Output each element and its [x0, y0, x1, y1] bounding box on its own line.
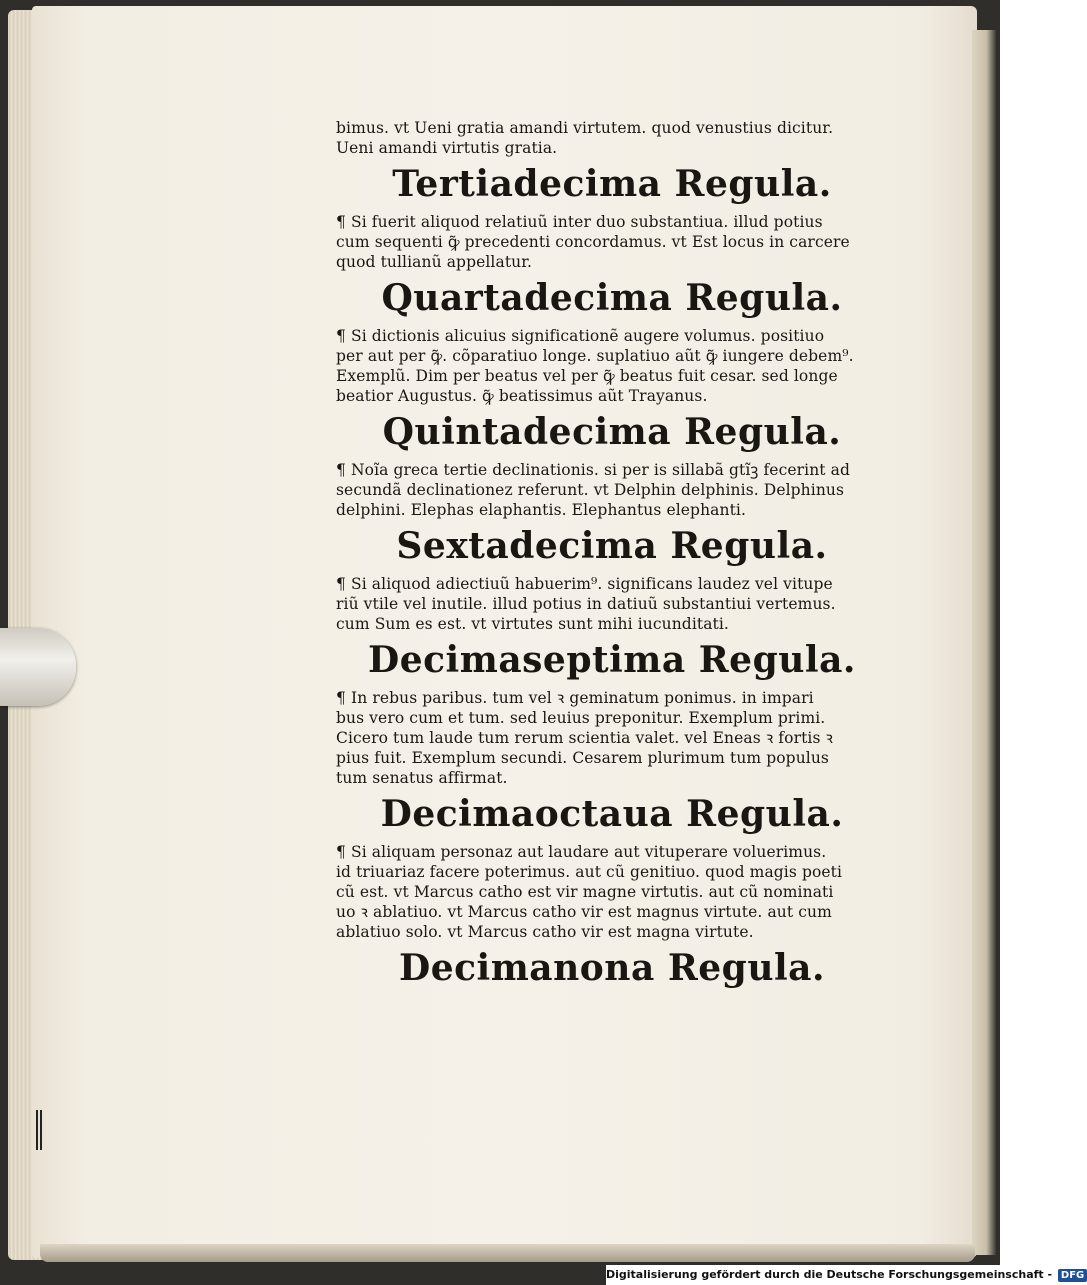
paragraph [336, 574, 888, 634]
text-line: cum Sum es est. vt virtutes sunt mihi iucunditati. [336, 615, 729, 633]
text-line: riũ vtile vel inutile. illud potius in datiuũ substantiui vertemus. [336, 595, 836, 613]
text-line: Exemplũ. Dim per beatus vel per ꝙ̃ beatus fuit cesar. sed longe [336, 367, 838, 385]
page-text-block [336, 118, 888, 996]
text-line: bimus. vt Ueni gratia amandi virtutem. quod venustius dicitur. [336, 119, 834, 137]
text-line: delphini. Elephas elaphantis. Elephantus elephanti. [336, 501, 746, 519]
text-line: cũ est. vt Marcus catho est vir magne virtutis. aut cũ nominati [336, 883, 834, 901]
text-line: per aut per ꝙ̃. cõparatiuo longe. suplatiuo aũt ꝙ̃ iungere debem⁹. [336, 347, 854, 365]
text-line: id triuariaz facere poterimus. aut cũ genitiuo. quod magis poeti [336, 863, 843, 881]
text-line: secundã declinationez referunt. vt Delphin delphinis. Delphinus [336, 481, 845, 499]
funding-footer [606, 1265, 1085, 1285]
text-line: bus vero cum et tum. sed leuius preponitur. Exemplum primi. [336, 709, 826, 727]
rule-heading: Quintadecima Regula. [382, 411, 842, 453]
rule-heading: Sextadecima Regula. [396, 525, 828, 567]
rule-heading: Decimaoctaua Regula. [380, 793, 844, 835]
text-line: pius fuit. Exemplum secundi. Cesarem plurimum tum populus [336, 749, 829, 767]
page-bottom-edge [40, 1244, 975, 1262]
rule-heading: Quartadecima Regula. [381, 277, 843, 319]
paragraph [336, 118, 888, 158]
page-tab-marker [0, 628, 76, 706]
paragraph [336, 212, 888, 272]
text-line: Ueni amandi virtutis gratia. [336, 139, 558, 157]
text-line: beatior Augustus. ꝙ̃ beatissimus aũt Trayanus. [336, 387, 708, 405]
footer-text: Digitalisierung gefördert durch die Deutsche Forschungsgemeinschaft - [606, 1268, 1053, 1281]
paragraph [336, 842, 888, 942]
text-line: ¶ Si aliquam personaz aut laudare aut vituperare voluerimus. [336, 843, 827, 861]
text-line: ¶ Si fuerit aliquod relatiuũ inter duo substantiua. illud potius [336, 213, 823, 231]
page-right-edge [972, 30, 996, 1255]
text-line: tum senatus affirmat. [336, 769, 508, 787]
text-line: uo ꝛ ablatiuo. vt Marcus catho vir est magnus virtute. aut cum [336, 903, 832, 921]
text-line: ¶ Si aliquod adiectiuũ habuerim⁹. significans laudez vel vitupe [336, 575, 833, 593]
text-line: ¶ Si dictionis alicuius significationẽ augere volumus. positiuo [336, 327, 825, 345]
paragraph [336, 326, 888, 406]
text-line: ¶ Noĩa greca tertie declinationis. si per is sillabã gtĩꝫ fecerint ad [336, 461, 850, 479]
dfg-logo: DFG [1058, 1269, 1087, 1282]
text-line: ¶ In rebus paribus. tum vel ꝛ geminatum ponimus. in impari [336, 689, 814, 707]
text-line: ablatiuo solo. vt Marcus catho vir est magna virtute. [336, 923, 754, 941]
paragraph [336, 688, 888, 788]
rule-heading: Decimanona Regula. [398, 947, 826, 989]
binding-marks [36, 1110, 42, 1150]
text-line: Cicero tum laude tum rerum scientia valet. vel Eneas ꝛ fortis ꝛ [336, 729, 833, 747]
text-line: quod tullianũ appellatur. [336, 253, 533, 271]
rule-heading: Decimaseptima Regula. [368, 639, 856, 681]
text-line: cum sequenti ꝙ̃ precedenti concordamus. vt Est locus in carcere [336, 233, 850, 251]
rule-heading: Tertiadecima Regula. [392, 163, 832, 205]
paragraph [336, 460, 888, 520]
